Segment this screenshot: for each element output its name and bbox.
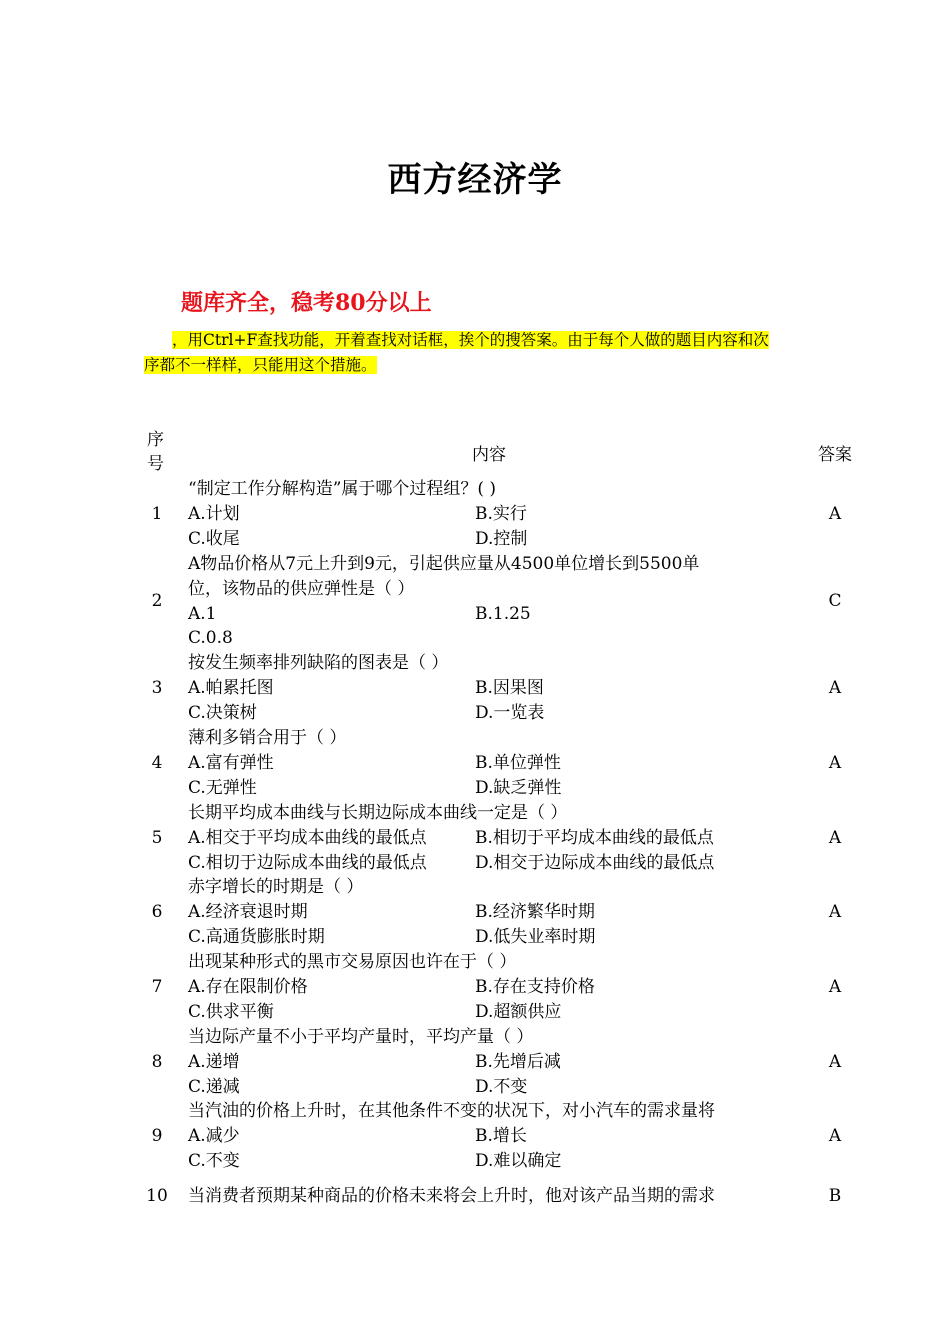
question-stem: 当汽油的价格上升时，在其他条件不变的状况下，对小汽车的需求量将 — [188, 1101, 715, 1121]
answer-cell: A — [828, 1125, 842, 1146]
question-stem: 赤字增长的时期是（ ） — [188, 877, 364, 897]
question-number: 9 — [151, 1125, 163, 1146]
question-number: 4 — [151, 752, 163, 773]
option-d: D.低失业率时期 — [475, 926, 596, 947]
option-d: D.缺乏弹性 — [475, 777, 562, 798]
option-b: B.增长 — [475, 1125, 527, 1146]
option-a: A.富有弹性 — [188, 752, 274, 773]
answer-cell: A — [828, 976, 842, 997]
note-line-1: ，用Ctrl+F查找功能，开着查找对话框，挨个的搜答案。由于每个人做的题目内容和次 — [172, 331, 769, 349]
option-c: C.递减 — [188, 1076, 240, 1097]
option-b: B.先增后减 — [475, 1051, 561, 1072]
option-a: A.经济衰退时期 — [188, 901, 308, 922]
question-stem: 长期平均成本曲线与长期边际成本曲线一定是（ ） — [188, 803, 568, 823]
option-a: A.1 — [188, 603, 217, 624]
option-d: D.控制 — [475, 528, 528, 549]
question-number: 7 — [151, 976, 163, 997]
question-stem: 当消费者预期某种商品的价格未来将会上升时，他对该产品当期的需求 — [188, 1186, 715, 1206]
answer-cell: A — [828, 752, 842, 773]
option-a: A.存在限制价格 — [188, 976, 308, 997]
option-c: C.相切于边际成本曲线的最低点 — [188, 852, 427, 873]
option-d: D.超额供应 — [475, 1001, 562, 1022]
question-stem: 位，该物品的供应弹性是（ ） — [188, 578, 415, 599]
header-seq-line1: 序 — [147, 430, 164, 450]
answer-cell: A — [828, 901, 842, 922]
option-d: D.不变 — [475, 1076, 528, 1097]
question-number: 5 — [151, 827, 163, 848]
option-a: A.帕累托图 — [188, 677, 274, 698]
option-a: A.计划 — [188, 503, 240, 524]
instruction-note — [144, 328, 824, 378]
option-a: A.相交于平均成本曲线的最低点 — [188, 827, 427, 848]
answer-cell: A — [828, 503, 842, 524]
question-number: 1 — [151, 503, 163, 524]
option-b: B.单位弹性 — [475, 752, 561, 773]
question-number: 8 — [151, 1051, 163, 1072]
option-c: C.无弹性 — [188, 777, 257, 798]
subtitle: 题库齐全，稳考80分以上 — [181, 290, 432, 316]
question-number: 10 — [146, 1185, 168, 1206]
option-b: B.实行 — [475, 503, 527, 524]
question-stem: 出现某种形式的黑市交易原因也许在于（ ） — [188, 952, 517, 972]
option-c: C.决策树 — [188, 702, 257, 723]
answer-cell: A — [828, 1051, 842, 1072]
header-answer: 答案 — [818, 445, 852, 465]
question-stem: A物品价格从7元上升到9元，引起供应量从4500单位增长到5500单 — [188, 554, 700, 574]
option-a: A.减少 — [188, 1125, 240, 1146]
question-number: 3 — [151, 677, 163, 698]
question-stem: “制定工作分解构造”属于哪个过程组？( ) — [188, 479, 497, 499]
answer-cell: A — [828, 677, 842, 698]
option-d: D.相交于边际成本曲线的最低点 — [475, 852, 715, 873]
answer-cell: C — [828, 591, 842, 612]
option-d: D.难以确定 — [475, 1150, 562, 1171]
option-c: C.收尾 — [188, 528, 240, 549]
note-line-2: 序都不一样样，只能用这个措施。 — [144, 356, 377, 374]
question-number: 2 — [151, 591, 163, 612]
option-c: C.不变 — [188, 1150, 240, 1171]
option-b: B.经济繁华时期 — [475, 901, 595, 922]
option-c: C.高通货膨胀时期 — [188, 926, 325, 947]
question-stem: 按发生频率排列缺陷的图表是（ ） — [188, 653, 449, 673]
answer-cell: B — [828, 1185, 842, 1206]
option-b: B.因果图 — [475, 677, 544, 698]
document-title: 西方经济学 — [387, 160, 563, 200]
question-stem: 薄利多销合用于（ ） — [188, 728, 347, 748]
option-c: C.0.8 — [188, 628, 233, 649]
option-b: B.相切于平均成本曲线的最低点 — [475, 827, 714, 848]
option-b: B.存在支持价格 — [475, 976, 595, 997]
answer-cell: A — [828, 827, 842, 848]
option-b: B.1.25 — [475, 603, 531, 624]
option-c: C.供求平衡 — [188, 1001, 274, 1022]
header-content: 内容 — [472, 445, 506, 465]
question-stem: 当边际产量不小于平均产量时，平均产量（ ） — [188, 1027, 534, 1047]
header-seq — [147, 428, 164, 476]
header-seq-line2: 号 — [147, 454, 164, 474]
question-number: 6 — [151, 901, 163, 922]
option-a: A.递增 — [188, 1051, 240, 1072]
option-d: D.一览表 — [475, 702, 545, 723]
